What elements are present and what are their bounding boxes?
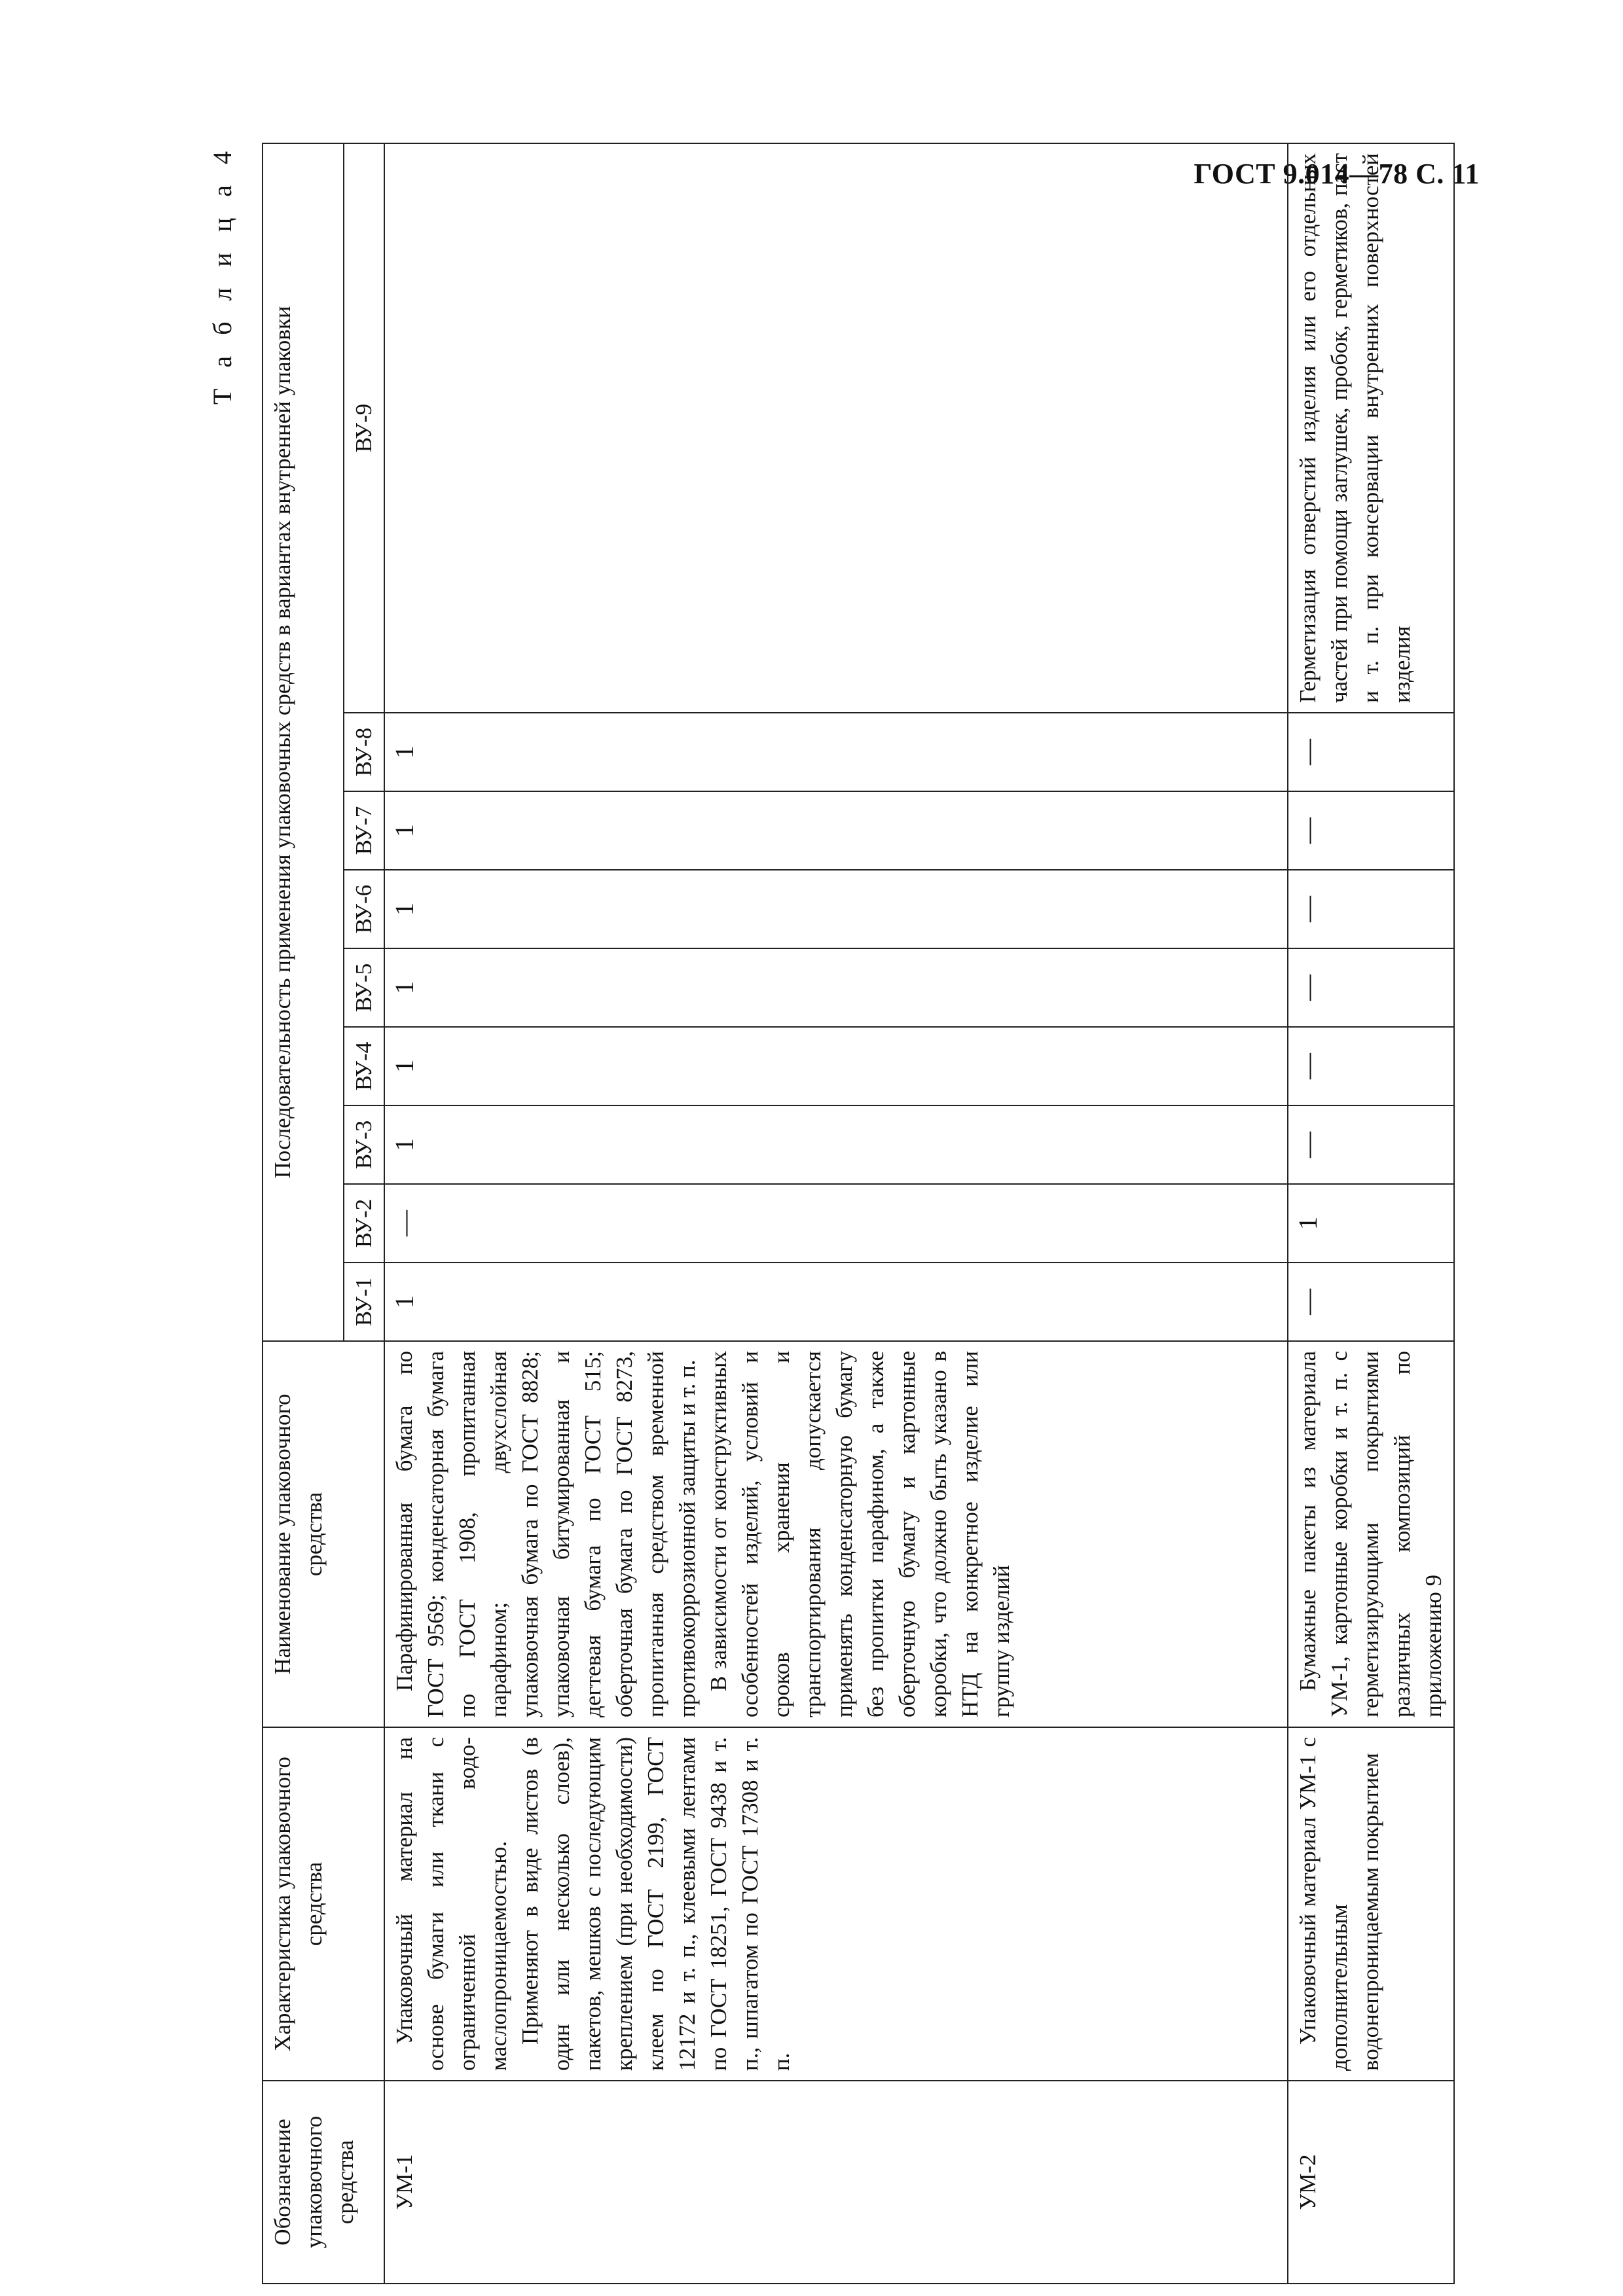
cell-vu-8: 1: [384, 713, 1288, 791]
name-paragraph: В зависимости от конструктивных особенностей изделий, условий и сроков хранения и транспортирования допускается применять конденсаторную бумагу без пропитки парафином, а также оберточную бумагу и картонные коробки, что должно быть указано в НТД на конкретное изделие или группу изделий: [706, 1351, 1014, 1717]
col-header-vu-2: ВУ-2: [344, 1184, 384, 1263]
col-header-sequence: Последовательность применения упаковочных средств в вариантах внутренней упаковки: [263, 143, 344, 1341]
col-header-vu-5: ВУ-5: [344, 948, 384, 1027]
cell-vu-5: —: [1288, 948, 1454, 1027]
name-paragraph: Парафинированная бумага по ГОСТ 9569; конденсаторная бумага по ГОСТ 1908, пропитанная парафином; двухслойная упаковочная бумага по ГОСТ 8828; упаковочная битумированная и дегтевая бумага по ГОСТ 515; оберточная бумага по ГОСТ 8273, пропитанная средством временной противокоррозионной защиты и т. п.: [392, 1351, 700, 1717]
cell-vu-3: —: [1288, 1105, 1454, 1184]
col-header-vu-8: ВУ-8: [344, 713, 384, 791]
cell-vu-9: [384, 143, 1288, 713]
cell-vu-3: 1: [384, 1105, 1288, 1184]
packaging-table: [262, 143, 1455, 2284]
col-header-vu-3: ВУ-3: [344, 1105, 384, 1184]
cell-vu-2: —: [384, 1184, 1288, 1263]
name-paragraph: Бумажные пакеты из материала УМ-1, картонные коробки и т. п. с герметизирующими покрытиями различных композиций по приложению 9: [1295, 1351, 1446, 1717]
row-designation: УМ-2: [1288, 2081, 1454, 2284]
cell-vu-1: —: [1288, 1263, 1454, 1341]
cell-vu-2: 1: [1288, 1184, 1454, 1263]
table-caption: Т а б л и ц а 4: [208, 144, 237, 405]
characteristic-paragraph: Применяют в виде листов (в один или несколько слоев), пакетов, мешков с последующим креплением (при необходимости) клеем по ГОСТ 2199, ГОСТ 12172 и т. п., клеевыми лентами по ГОСТ 18251, ГОСТ 9438 и т. п., шпагатом по ГОСТ 17308 и т. п.: [517, 1737, 794, 2071]
col-header-characteristic: Характеристика упаковочного средства: [263, 1727, 384, 2081]
cell-vu-1: 1: [384, 1263, 1288, 1341]
col-header-vu-4: ВУ-4: [344, 1027, 384, 1105]
cell-vu-4: —: [1288, 1027, 1454, 1105]
cell-vu-9: Герметизация отверстий изделия или его отдельных частей при помощи заглушек, пробок, герметиков, паст и т. п. при консервации внутренних поверхностей изделия: [1288, 143, 1454, 713]
cell-vu-6: 1: [384, 870, 1288, 948]
row-name: [384, 1341, 1288, 1727]
col-header-name: Наименование упаковочного средства: [263, 1341, 384, 1727]
cell-vu-7: 1: [384, 791, 1288, 870]
page-header: ГОСТ 9.014—78 С. 11: [1194, 158, 1480, 190]
cell-vu-8: —: [1288, 713, 1454, 791]
col-header-designation: Обозначение упаковочного средства: [263, 2081, 384, 2284]
cell-vu-6: —: [1288, 870, 1454, 948]
row-characteristic: [384, 1727, 1288, 2081]
row-name: [1288, 1341, 1454, 1727]
col-header-vu-7: ВУ-7: [344, 791, 384, 870]
rotated-table-region: [190, 144, 1486, 2284]
characteristic-paragraph: Упаковочный материал на основе бумаги или ткани с ограниченной водо-маслопроницаемостью.: [392, 1737, 511, 2071]
row-designation: УМ-1: [384, 2081, 1288, 2284]
cell-vu-5: 1: [384, 948, 1288, 1027]
col-header-vu-9: ВУ-9: [344, 143, 384, 713]
cell-vu-7: —: [1288, 791, 1454, 870]
cell-vu-4: 1: [384, 1027, 1288, 1105]
characteristic-paragraph: Упаковочный материал УМ-1 с дополнительным водонепроницаемым покрытием: [1295, 1737, 1383, 2071]
col-header-vu-6: ВУ-6: [344, 870, 384, 948]
table-row: [384, 143, 1288, 2284]
col-header-vu-1: ВУ-1: [344, 1263, 384, 1341]
table-row: [1288, 143, 1454, 2284]
row-characteristic: [1288, 1727, 1454, 2081]
